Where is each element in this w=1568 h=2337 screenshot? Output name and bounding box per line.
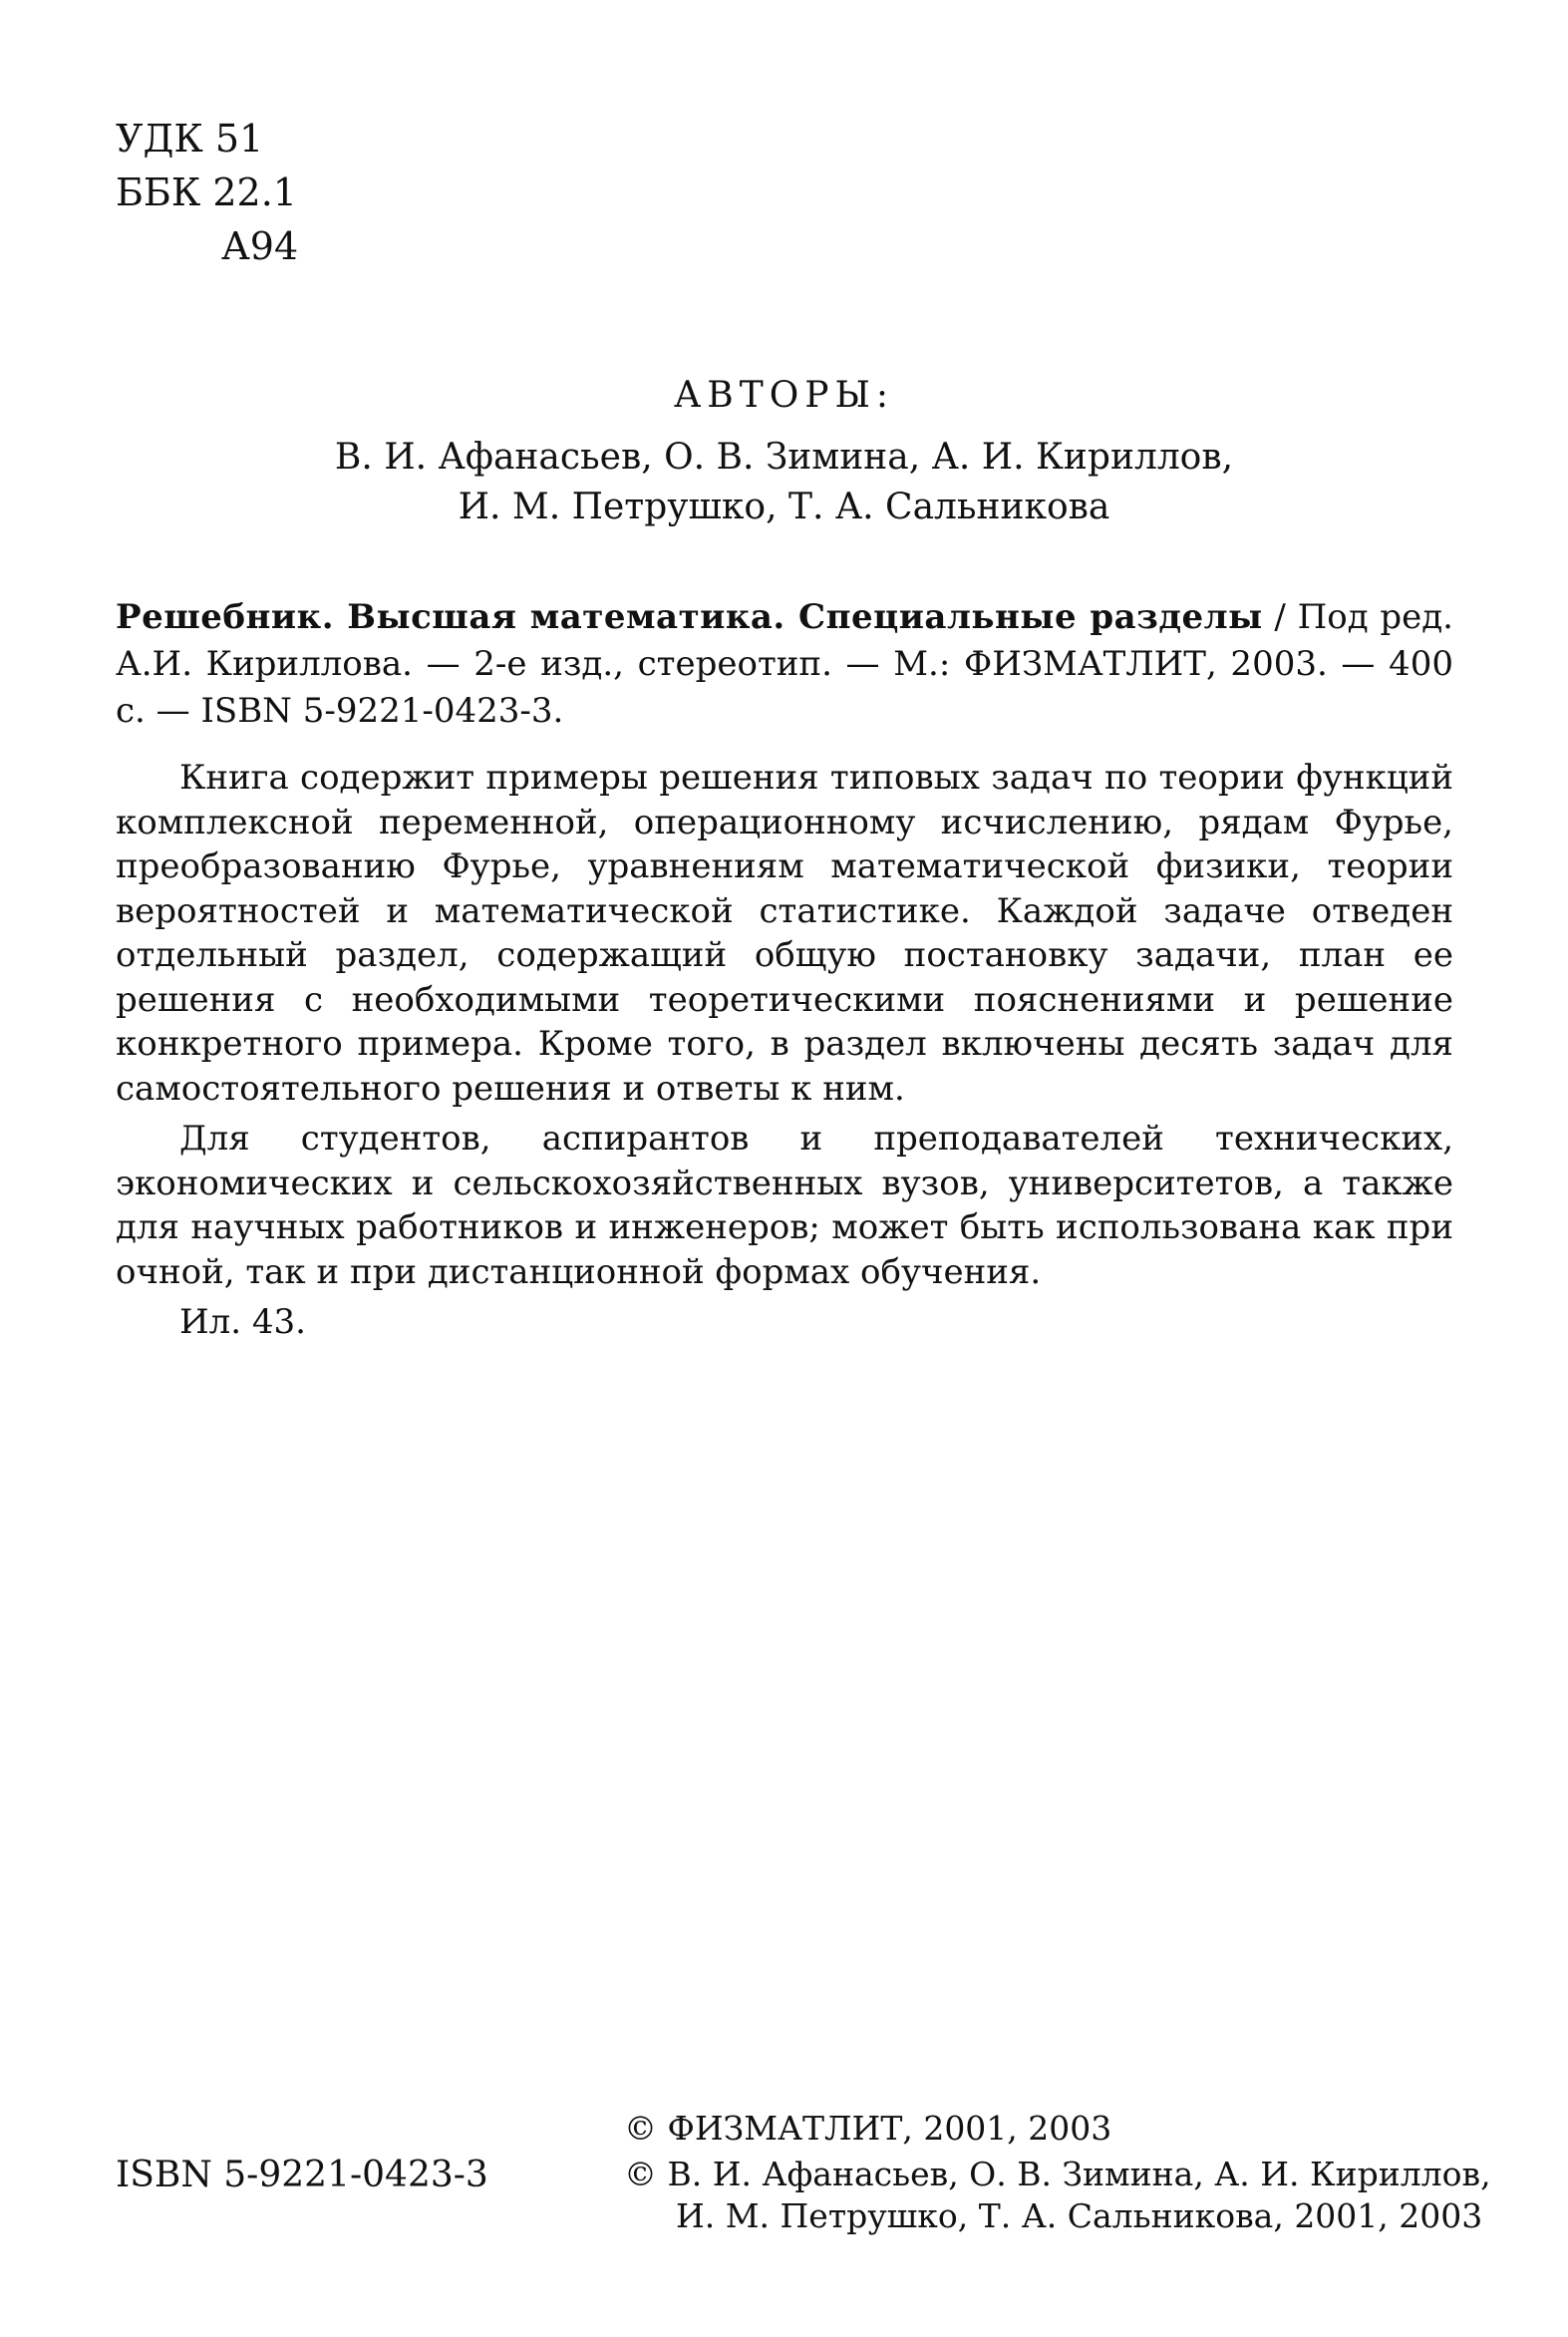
authors-line-2: И. М. Петрушко, Т. А. Сальникова xyxy=(458,487,1110,527)
authors-block xyxy=(0,371,1568,532)
udk-code: УДК 51 xyxy=(116,117,264,161)
copyright-authors-line-1: © В. И. Афанасьев, О. В. Зимина, А. И. Кириллов, xyxy=(624,2155,1491,2193)
copyright-block xyxy=(624,2108,1491,2237)
publication-details: / Под ред. А.И. Кириллова. — 2-е изд., стереотип. — М.: ФИЗМАТЛИТ, 2003. — 400 с. — ISBN 5-9221-0423-3. xyxy=(116,597,1453,731)
annotation-paragraph-1: Книга содержит примеры решения типовых задач по теории функций комплексной переменной, операционному исчислению, рядам Фурье, преобразованию Фурье, уравнениям математической физики, теории вероятностей и математической статистике. Каждой задаче отведен отдельный раздел, содержащий общую постановку задачи, план ее решения с необходимыми теоретическими пояснениями и решение конкретного примера. Кроме того, в раздел включены десять задач для самостоятельного решения и ответы к ним. xyxy=(116,758,1453,1109)
copyright-authors-line-2: И. М. Петрушко, Т. А. Сальникова, 2001, 2003 xyxy=(676,2196,1483,2235)
illustrations-count: Ил. 43. xyxy=(179,1302,306,1342)
annotation xyxy=(116,756,1453,1345)
authors-heading: АВТОРЫ: xyxy=(673,375,894,416)
authors-line-1: В. И. Афанасьев, О. В. Зимина, А. И. Кириллов, xyxy=(334,437,1234,478)
author-mark: А94 xyxy=(221,224,299,268)
copyright-publisher: © ФИЗМАТЛИТ, 2001, 2003 xyxy=(624,2109,1112,2148)
book-title: Решебник. Высшая математика. Специальные разделы xyxy=(116,597,1263,637)
bibliographic-record xyxy=(116,594,1453,735)
isbn: ISBN 5-9221-0423-3 xyxy=(116,2155,488,2195)
bbk-code: ББК 22.1 xyxy=(116,170,297,214)
annotation-paragraph-2: Для студентов, аспирантов и преподавателей технических, экономических и сельскохозяйственных вузов, университетов, а также для научных работников и инженеров; может быть использована как при очной, так и при дистанционной формах обучения. xyxy=(116,1119,1453,1292)
library-classifiers xyxy=(116,112,298,273)
